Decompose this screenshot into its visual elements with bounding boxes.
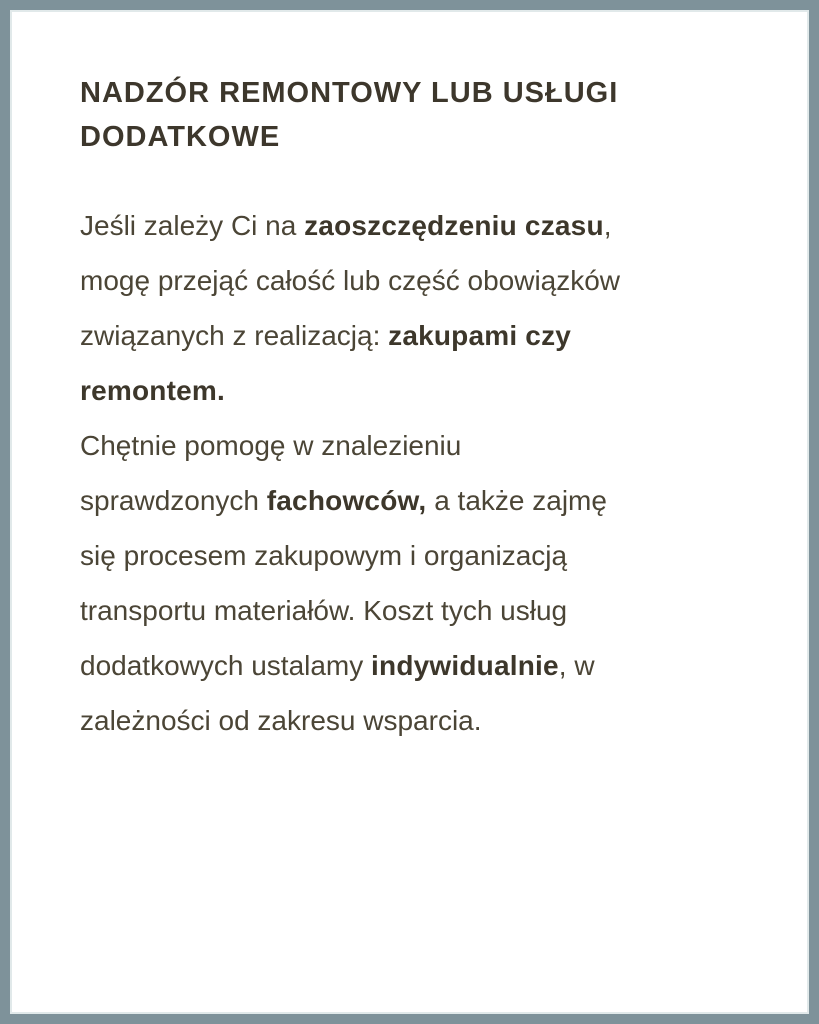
text-run: transportu materiałów. Koszt tych usług bbox=[80, 595, 568, 626]
text-line bbox=[80, 693, 769, 748]
text-run: sprawdzonych bbox=[80, 485, 267, 516]
bold-text-run: indywidualnie bbox=[371, 650, 559, 681]
bold-text-run: fachowców, bbox=[266, 485, 427, 516]
text-line bbox=[80, 363, 769, 418]
text-run: , bbox=[603, 210, 612, 241]
text-run: mogę przejąć całość lub część obowiązków bbox=[80, 265, 621, 296]
content-area bbox=[10, 10, 809, 1014]
text-line bbox=[80, 473, 769, 528]
text-run: dodatkowych ustalamy bbox=[80, 650, 372, 681]
text-run: a także zajmę bbox=[426, 485, 607, 516]
bold-text-run: zakupami czy bbox=[388, 320, 572, 351]
bold-text-run: zaoszczędzeniu czasu bbox=[304, 210, 604, 241]
text-line bbox=[80, 528, 769, 583]
text-line bbox=[80, 198, 769, 253]
page-title-line: DODATKOWE bbox=[80, 121, 281, 153]
text-line bbox=[80, 308, 769, 363]
text-line bbox=[80, 253, 769, 308]
text-run: Chętnie pomogę w znalezieniu bbox=[80, 430, 462, 461]
text-line bbox=[80, 583, 769, 638]
text-line bbox=[80, 418, 769, 473]
page-title bbox=[80, 71, 769, 159]
body-text bbox=[80, 198, 769, 748]
page-title-line: NADZÓR REMONTOWY LUB USŁUGI bbox=[80, 77, 619, 109]
text-run: Jeśli zależy Ci na bbox=[80, 210, 305, 241]
text-run: związanych z realizacją: bbox=[80, 320, 389, 351]
text-run: , w bbox=[558, 650, 595, 681]
text-line bbox=[80, 638, 769, 693]
bold-text-run: remontem. bbox=[80, 375, 225, 406]
text-run: zależności od zakresu wsparcia. bbox=[80, 705, 482, 736]
text-run: się procesem zakupowym i organizacją bbox=[80, 540, 568, 571]
